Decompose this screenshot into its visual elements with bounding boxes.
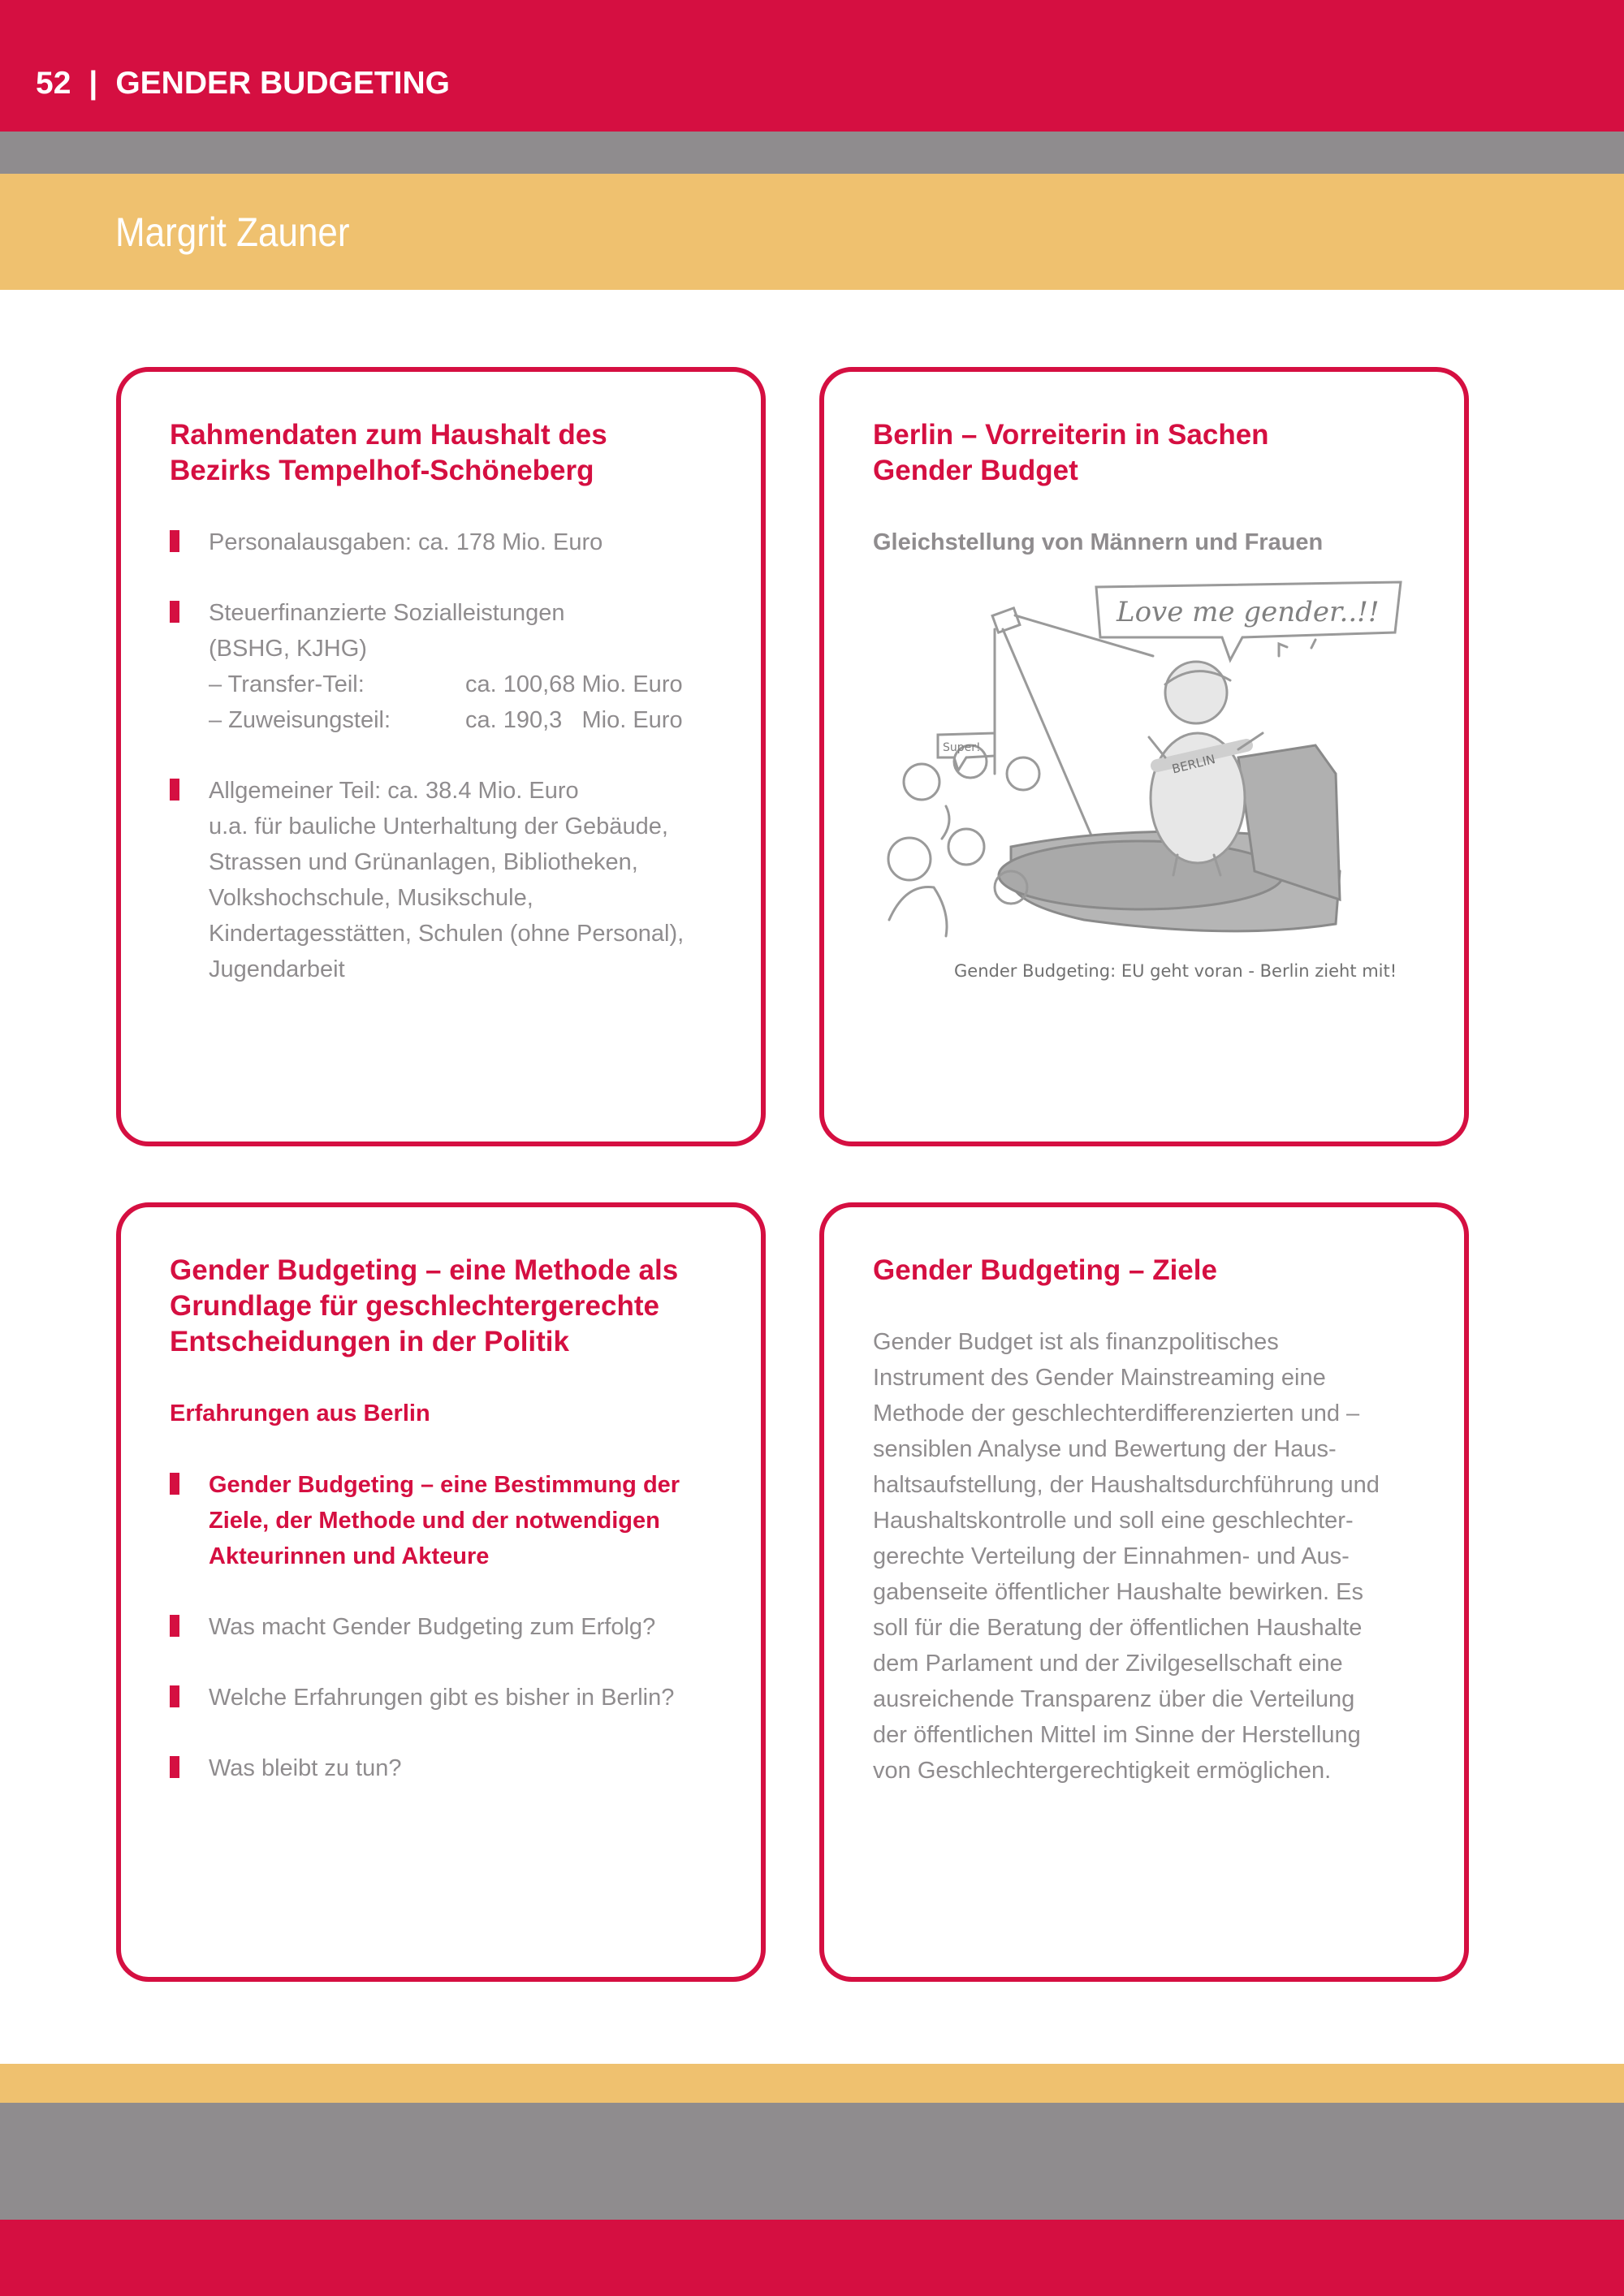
- card-methode: [116, 1202, 766, 1982]
- bullet-marker: [170, 601, 179, 623]
- bullet-marker: [170, 530, 179, 552]
- cartoon-sash: BERLIN: [1170, 751, 1217, 777]
- card-subtitle: Erfahrungen aus Berlin: [170, 1400, 430, 1426]
- footer-grey-band: [0, 2103, 1624, 2220]
- list-item: Personalausgaben: ca. 178 Mio. Euro: [170, 524, 715, 560]
- list-item: Was bleibt zu tun?: [170, 1750, 715, 1786]
- cartoon-caption: Gender Budgeting: EU geht voran - Berlin zieht mit!: [954, 961, 1397, 981]
- list-item: Allgemeiner Teil: ca. 38.4 Mio. Euro u.a. für bauliche Unterhaltung der Gebäude, Strassen und Grünanlagen, Bibliotheken, Volkshochschule, Musikschule, Kindertagesstätten, Schulen (ohne Personal), Jugendarbeit: [170, 773, 715, 987]
- list-item: Was macht Gender Budgeting zum Erfolg?: [170, 1609, 715, 1645]
- card-ziele: [819, 1202, 1469, 1982]
- cartoon-small-speech: Super!: [943, 741, 981, 754]
- bullet-marker: [170, 1685, 179, 1707]
- cartoon-speech: Love me gender..!!: [1116, 596, 1380, 628]
- card-title: Gender Budgeting – Ziele: [873, 1254, 1217, 1286]
- card-haushalt: [116, 367, 766, 1146]
- page-number: 52: [36, 66, 71, 101]
- bullet-marker: [170, 779, 179, 801]
- footer-yellow-band: [0, 2064, 1624, 2103]
- card-subtitle: Gleichstellung von Männern und Frauen: [873, 529, 1324, 555]
- transfer-row: – Transfer-Teil: ca. 100,68 Mio. Euro: [209, 671, 683, 697]
- list-item: Steuerfinanzierte Sozialleistungen (BSHG, KJHG) – Transfer-Teil: ca. 100,68 Mio. Euro – Zuweisungsteil: ca. 190,3 Mio. Euro: [170, 595, 715, 738]
- bullet-marker: [170, 1473, 179, 1495]
- list-item: Gender Budgeting – eine Bestimmung der Ziele, der Methode und der notwendigen Akteurinnen und Akteure: [170, 1467, 715, 1574]
- card-title: Berlin – Vorreiterin in Sachen Gender Budget: [873, 419, 1269, 486]
- bullet-list: [170, 1467, 715, 1786]
- card-title: Gender Budgeting – eine Methode als Grundlage für geschlechtergerechte Entscheidungen in der Politik: [170, 1254, 679, 1357]
- zuweisung-row: – Zuweisungsteil: ca. 190,3 Mio. Euro: [209, 707, 683, 733]
- page-header: [36, 63, 450, 104]
- bullet-marker: [170, 1756, 179, 1778]
- section-title: GENDER BUDGETING: [115, 66, 451, 101]
- author-name: Margrit Zauner: [115, 209, 350, 255]
- bullet-marker: [170, 1615, 179, 1637]
- footer-red-band: [0, 2220, 1624, 2296]
- list-item: Welche Erfahrungen gibt es bisher in Berlin?: [170, 1680, 715, 1716]
- card-title: Rahmendaten zum Haushalt des Bezirks Tempelhof-Schöneberg: [170, 419, 607, 486]
- card-berlin: [819, 367, 1469, 1146]
- card-body: Gender Budget ist als finanzpolitisches Instrument des Gender Mainstreaming eine Methode der geschlechterdifferenzierten und – sensiblen Analyse und Bewertung der Haus- haltsaufstellung, der Haushaltsdurchführung und Haushaltskontrolle und soll eine geschlechter- gerechte Verteilung der Einnahmen- und Aus- gabenseite öffentlicher Haushalte bewirken. Es soll für die Beratung der öffentlichen Haushalte dem Parlament und der Zivilgesellschaft eine ausreichende Transparenz über die Verteilung der öffentlichen Mittel im Sinne der Herstellung von Geschlechtergerechtigkeit ermöglichen.: [873, 1329, 1380, 1784]
- bullet-list: [170, 524, 715, 987]
- header-separator: |: [89, 66, 98, 101]
- header-grey-band: [0, 132, 1624, 174]
- berlin-bear-cartoon: [873, 579, 1425, 1009]
